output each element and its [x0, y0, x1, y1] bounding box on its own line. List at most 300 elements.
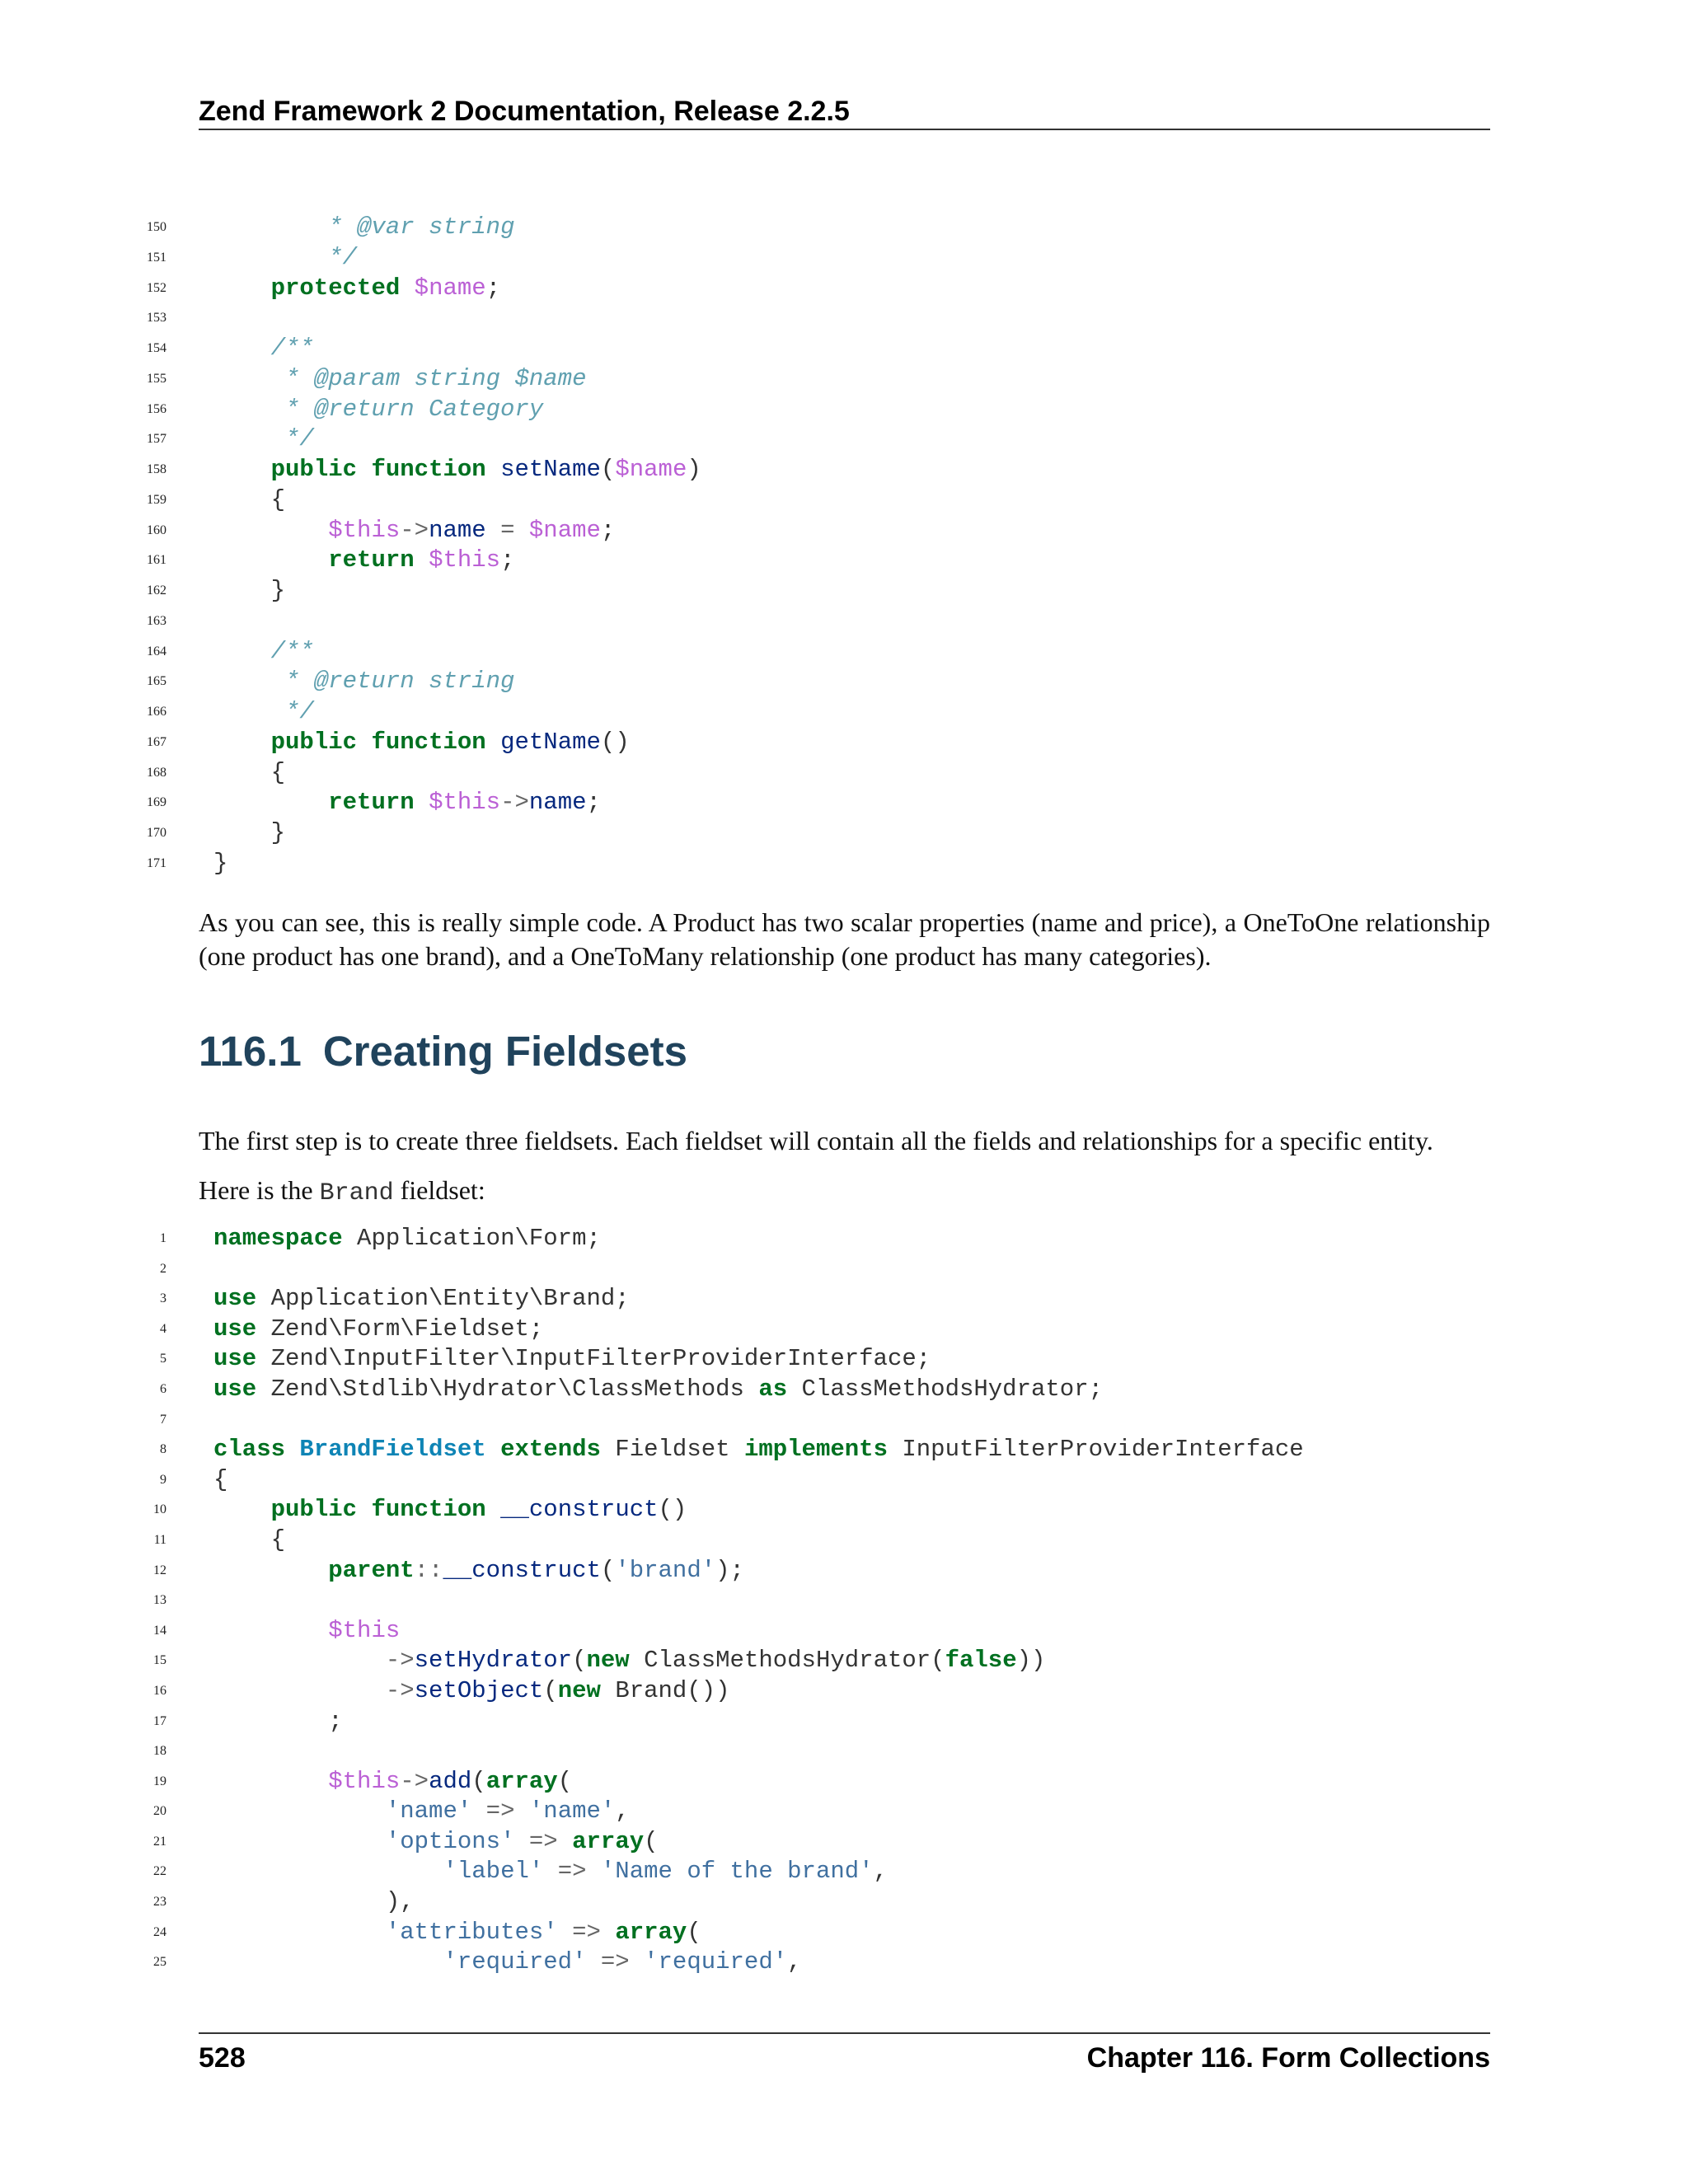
code-token: 'Name of the brand' [600, 1858, 874, 1886]
code-line [0, 334, 1688, 364]
code-token: Application\Form; [342, 1225, 601, 1252]
section-number: 116.1 [199, 1028, 302, 1075]
code-token: __construct [443, 1556, 601, 1584]
code-token: } [213, 819, 286, 846]
code-token: } [213, 849, 228, 877]
code-text [213, 395, 543, 425]
code-token: return [328, 546, 415, 574]
line-number: 151 [147, 250, 166, 265]
code-token: new [586, 1647, 630, 1675]
code-text [213, 1556, 744, 1586]
code-token [213, 789, 328, 816]
code-line [0, 607, 1688, 637]
code-token [213, 698, 285, 725]
code-token: ; [213, 1707, 343, 1735]
code-token: ( [687, 1918, 701, 1946]
code-line [0, 576, 1688, 607]
code-text [213, 637, 314, 668]
line-number: 18 [153, 1744, 166, 1759]
code-token: ClassMethodsHydrator( [629, 1647, 945, 1675]
line-number: 157 [147, 432, 166, 447]
code-token [213, 1617, 328, 1644]
code-token: /** [270, 335, 314, 362]
code-token: ( [557, 1767, 573, 1795]
code-line [0, 1646, 1688, 1676]
code-line [0, 1435, 1688, 1465]
code-text [213, 697, 314, 728]
line-number: 4 [160, 1321, 166, 1336]
code-token [213, 1828, 386, 1855]
code-text [213, 1375, 1103, 1405]
code-token: use [213, 1345, 257, 1373]
code-line [0, 788, 1688, 818]
code-line [0, 1767, 1688, 1797]
code-line [0, 818, 1688, 849]
code-line [0, 849, 1688, 879]
code-token: * @return Category [285, 395, 544, 423]
code-token: array [572, 1827, 645, 1855]
code-line [0, 455, 1688, 485]
code-token: ; [600, 516, 616, 544]
line-number: 11 [153, 1532, 166, 1547]
code-token: , [787, 1948, 802, 1976]
line-number: 171 [147, 855, 166, 870]
code-token: ( [471, 1767, 486, 1795]
code-token [213, 1858, 443, 1885]
code-line [0, 1405, 1688, 1436]
code-line [0, 1344, 1688, 1375]
code-token: add [429, 1767, 472, 1795]
code-token: => [572, 1918, 601, 1946]
code-token [213, 1557, 328, 1584]
code-line [0, 1736, 1688, 1767]
code-text [213, 849, 227, 879]
code-token: extends [500, 1436, 601, 1464]
code-text [213, 576, 285, 607]
document-title: Zend Framework 2 Documentation, Release 2.2.5 [199, 96, 850, 127]
code-token: 'name' [385, 1797, 472, 1825]
line-number: 3 [160, 1291, 166, 1306]
code-token: return [328, 789, 415, 817]
code-text [213, 1646, 1045, 1676]
code-token: public [270, 456, 358, 483]
code-token: ( [543, 1676, 558, 1704]
line-number: 154 [147, 341, 166, 355]
code-token [486, 456, 500, 483]
code-token: use [213, 1375, 257, 1403]
code-token [213, 274, 271, 302]
code-token: => [485, 1797, 515, 1825]
code-text [213, 1495, 687, 1526]
code-token: )) [1016, 1647, 1046, 1675]
code-line [0, 243, 1688, 274]
code-token [486, 1436, 500, 1463]
code-line [0, 1284, 1688, 1315]
code-token: new [557, 1676, 601, 1704]
code-token: * @var string [328, 213, 515, 241]
line-number: 20 [153, 1804, 166, 1819]
line-number: 19 [153, 1774, 166, 1788]
code-line [0, 1857, 1688, 1887]
code-line [0, 1918, 1688, 1948]
code-line [0, 1707, 1688, 1737]
code-token: function [371, 1496, 486, 1524]
code-token [471, 1797, 485, 1825]
code-token: name [429, 516, 486, 544]
code-token: class [213, 1436, 286, 1464]
code-text [213, 667, 514, 697]
line-number: 167 [147, 734, 166, 749]
code-token: /** [270, 637, 314, 665]
code-token [213, 1768, 328, 1795]
code-token: 'required' [644, 1948, 788, 1976]
code-token [558, 1828, 572, 1855]
code-token: -> [385, 1676, 415, 1704]
code-line [0, 516, 1688, 546]
code-token: $this [328, 1767, 401, 1795]
code-token: } [213, 577, 286, 604]
code-token [586, 1948, 600, 1975]
line-number: 155 [147, 371, 166, 386]
code-line [0, 395, 1688, 425]
line-number: 22 [153, 1864, 166, 1879]
code-token: ( [644, 1827, 659, 1855]
code-text [213, 1526, 285, 1556]
code-token [558, 1919, 572, 1946]
code-token: Zend\Form\Fieldset; [256, 1315, 544, 1343]
code-text [213, 1707, 343, 1737]
code-token: implements [743, 1436, 888, 1464]
code-line [0, 424, 1688, 455]
code-text [213, 1224, 601, 1254]
code-token [601, 1919, 615, 1946]
code-text [213, 1435, 1304, 1465]
code-token [213, 517, 328, 544]
code-line [0, 546, 1688, 576]
line-number: 159 [147, 492, 166, 507]
code-token: * @return string [285, 668, 515, 696]
code-token: => [528, 1827, 558, 1855]
code-token: => [557, 1858, 587, 1886]
code-text [213, 1465, 227, 1496]
code-token [213, 456, 271, 483]
paragraph-text-after: fieldset: [393, 1175, 485, 1205]
code-token: { [213, 758, 286, 786]
code-text [213, 455, 701, 485]
code-token: array [485, 1767, 558, 1795]
code-line [0, 1465, 1688, 1496]
code-text [213, 213, 514, 243]
code-token: Fieldset [600, 1436, 744, 1464]
code-token: use [213, 1315, 257, 1343]
code-token [213, 1948, 443, 1975]
line-number: 169 [147, 795, 166, 810]
code-line [0, 1254, 1688, 1285]
code-text [213, 1344, 931, 1375]
code-token: $this [429, 789, 501, 817]
code-token: Zend\InputFilter\InputFilterProviderInterface; [256, 1345, 931, 1373]
code-token [213, 638, 271, 665]
code-token: */ [285, 425, 314, 453]
code-text [213, 274, 500, 304]
code-token: $name [615, 456, 687, 483]
code-token: setName [500, 456, 601, 483]
code-token: * @param string $name [285, 364, 587, 392]
line-number: 13 [153, 1593, 166, 1608]
code-token: => [600, 1948, 630, 1976]
code-listing-brand-fieldset [0, 1224, 1688, 1978]
code-text [213, 1947, 802, 1978]
code-line [0, 1315, 1688, 1345]
code-token: ; [586, 789, 601, 817]
code-line [0, 637, 1688, 668]
code-token: ), [213, 1888, 415, 1916]
code-text [213, 818, 285, 849]
code-token [486, 729, 500, 756]
code-text [213, 364, 586, 395]
code-text [213, 728, 630, 758]
code-token: () [658, 1496, 687, 1524]
code-token: ClassMethodsHydrator; [787, 1375, 1104, 1403]
line-number: 170 [147, 826, 166, 840]
code-token: setHydrator [414, 1647, 573, 1675]
footer-rule [199, 2032, 1490, 2034]
line-number: 164 [147, 644, 166, 658]
line-number: 153 [147, 311, 166, 326]
code-text [213, 788, 601, 818]
code-token: */ [285, 698, 314, 725]
code-token [415, 789, 429, 816]
line-number: 25 [153, 1955, 166, 1970]
section-title-text: Creating Fieldsets [322, 1028, 687, 1075]
code-line [0, 1797, 1688, 1827]
code-token [630, 1948, 644, 1975]
code-token: 'name' [528, 1797, 616, 1825]
code-token: $name [528, 516, 601, 544]
line-number: 2 [160, 1261, 166, 1276]
code-line [0, 697, 1688, 728]
code-token: -> [400, 516, 429, 544]
code-token [213, 335, 271, 362]
code-text [213, 1918, 701, 1948]
code-token [213, 1677, 386, 1704]
code-token: function [371, 728, 486, 756]
line-number: 7 [160, 1412, 166, 1427]
code-token [514, 1828, 528, 1855]
code-token: protected [270, 274, 401, 302]
code-line [0, 1676, 1688, 1707]
line-number: 168 [147, 765, 166, 780]
code-token: ( [600, 456, 616, 483]
code-token: 'label' [443, 1858, 544, 1886]
line-number: 15 [153, 1653, 166, 1668]
code-token: function [371, 456, 486, 483]
code-token: 'attributes' [385, 1918, 558, 1946]
code-text [213, 1797, 630, 1827]
code-token: , [873, 1858, 888, 1886]
code-token [587, 1858, 601, 1885]
code-token [213, 425, 285, 452]
code-token: false [945, 1647, 1017, 1675]
code-token: 'required' [443, 1948, 587, 1976]
code-text [213, 1857, 888, 1887]
code-token [213, 1496, 271, 1523]
code-token: use [213, 1285, 257, 1313]
code-text [213, 1827, 659, 1858]
code-token: public [270, 728, 358, 756]
code-line [0, 485, 1688, 516]
code-token: { [213, 1465, 228, 1493]
line-number: 156 [147, 401, 166, 416]
code-line [0, 1887, 1688, 1918]
line-number: 160 [147, 523, 166, 537]
code-text [213, 485, 285, 516]
code-line [0, 1224, 1688, 1254]
code-token: , [615, 1797, 630, 1825]
code-line [0, 1526, 1688, 1556]
code-token: ( [572, 1647, 587, 1675]
code-line [0, 1827, 1688, 1858]
line-number: 163 [147, 613, 166, 628]
code-token: array [615, 1918, 687, 1946]
line-number: 6 [160, 1381, 166, 1396]
code-token: ; [500, 546, 515, 574]
section-heading [199, 1027, 687, 1076]
code-token [285, 1436, 299, 1463]
code-listing-category-class [0, 213, 1688, 879]
code-token: ( [600, 1556, 616, 1584]
code-token [486, 517, 500, 544]
page-number: 528 [199, 2042, 246, 2074]
code-token: = [500, 516, 515, 544]
line-number: 150 [147, 220, 166, 234]
code-token: */ [328, 243, 358, 271]
code-token: () [600, 728, 630, 756]
code-token [213, 1647, 386, 1674]
line-number: 9 [160, 1472, 166, 1487]
code-token: $this [328, 1616, 401, 1644]
code-token [213, 244, 328, 271]
code-token: { [213, 1526, 286, 1554]
paragraph-fieldsets-intro: The first step is to create three fieldsets. Each fieldset will contain all the fields and relationships for a specific entity. [199, 1126, 1433, 1155]
code-line [0, 274, 1688, 304]
running-header [199, 92, 1490, 130]
code-text [213, 758, 285, 789]
line-number: 161 [147, 553, 166, 568]
code-token [357, 729, 371, 756]
line-number: 158 [147, 462, 166, 476]
code-line [0, 1947, 1688, 1978]
code-token [213, 729, 271, 756]
line-number: 162 [147, 583, 166, 598]
code-token [213, 546, 328, 574]
code-line [0, 667, 1688, 697]
code-text [213, 1616, 400, 1647]
code-token: 'brand' [615, 1556, 716, 1584]
code-line [0, 1556, 1688, 1586]
code-token [543, 1858, 557, 1885]
code-text [213, 334, 314, 364]
line-number: 8 [160, 1442, 166, 1457]
line-number: 166 [147, 705, 166, 719]
code-text [213, 1887, 415, 1918]
code-token: $this [328, 516, 401, 544]
line-number: 16 [153, 1683, 166, 1698]
chapter-title: Chapter 116. Form Collections [1086, 2042, 1490, 2074]
code-line [0, 1586, 1688, 1616]
code-text [213, 546, 514, 576]
line-number: 1 [160, 1231, 166, 1245]
code-token: name [528, 789, 587, 817]
line-number: 165 [147, 674, 166, 689]
code-token [514, 1797, 528, 1825]
code-token [486, 1496, 500, 1523]
code-token: as [758, 1375, 788, 1403]
code-token: -> [400, 1767, 429, 1795]
code-text [213, 1284, 630, 1315]
code-text [213, 1315, 543, 1345]
code-token: setObject [414, 1676, 544, 1704]
code-token [213, 668, 285, 695]
code-token: namespace [213, 1225, 343, 1252]
code-text [213, 1767, 572, 1797]
line-number: 14 [153, 1623, 166, 1638]
code-token [213, 365, 285, 392]
code-token [213, 1797, 386, 1825]
code-token: BrandFieldset [299, 1436, 486, 1464]
code-text [213, 424, 314, 455]
code-token: Zend\Stdlib\Hydrator\ClassMethods [256, 1375, 759, 1403]
code-token: $name [414, 274, 486, 302]
code-text [213, 516, 615, 546]
code-token: Application\Entity\Brand; [256, 1285, 630, 1313]
code-token: -> [385, 1647, 415, 1675]
code-line [0, 213, 1688, 243]
code-token [213, 213, 328, 241]
code-token: -> [500, 789, 529, 817]
paragraph-text-before: Here is the [199, 1175, 320, 1205]
code-text [213, 1676, 730, 1707]
code-token: 'options' [385, 1827, 515, 1855]
code-line [0, 1495, 1688, 1526]
code-token: { [213, 485, 286, 513]
code-token: parent [328, 1556, 415, 1584]
code-token: ) [687, 456, 701, 483]
code-token [400, 274, 414, 302]
line-number: 17 [153, 1713, 166, 1728]
line-number: 10 [153, 1502, 166, 1517]
code-text [213, 243, 357, 274]
code-line [0, 364, 1688, 395]
line-number: 5 [160, 1352, 166, 1366]
code-token: $this [429, 546, 501, 574]
code-token [415, 546, 429, 574]
code-token: :: [414, 1556, 443, 1584]
code-token [213, 396, 285, 423]
code-line [0, 1616, 1688, 1647]
code-token: getName [500, 728, 601, 756]
code-token: InputFilterProviderInterface [887, 1436, 1304, 1464]
line-number: 21 [153, 1834, 166, 1849]
code-token: Brand()) [600, 1676, 730, 1704]
code-line [0, 728, 1688, 758]
line-number: 152 [147, 280, 166, 295]
code-token: ; [485, 274, 501, 302]
line-number: 23 [153, 1895, 166, 1910]
paragraph-brand-fieldset [199, 1174, 1490, 1211]
code-token: public [270, 1496, 358, 1524]
paragraph-product-summary: As you can see, this is really simple code. A Product has two scalar properties (name and price), a OneToOne relationship (one product has one brand), and a OneToMany relationship (one product has many categories). [199, 907, 1490, 971]
